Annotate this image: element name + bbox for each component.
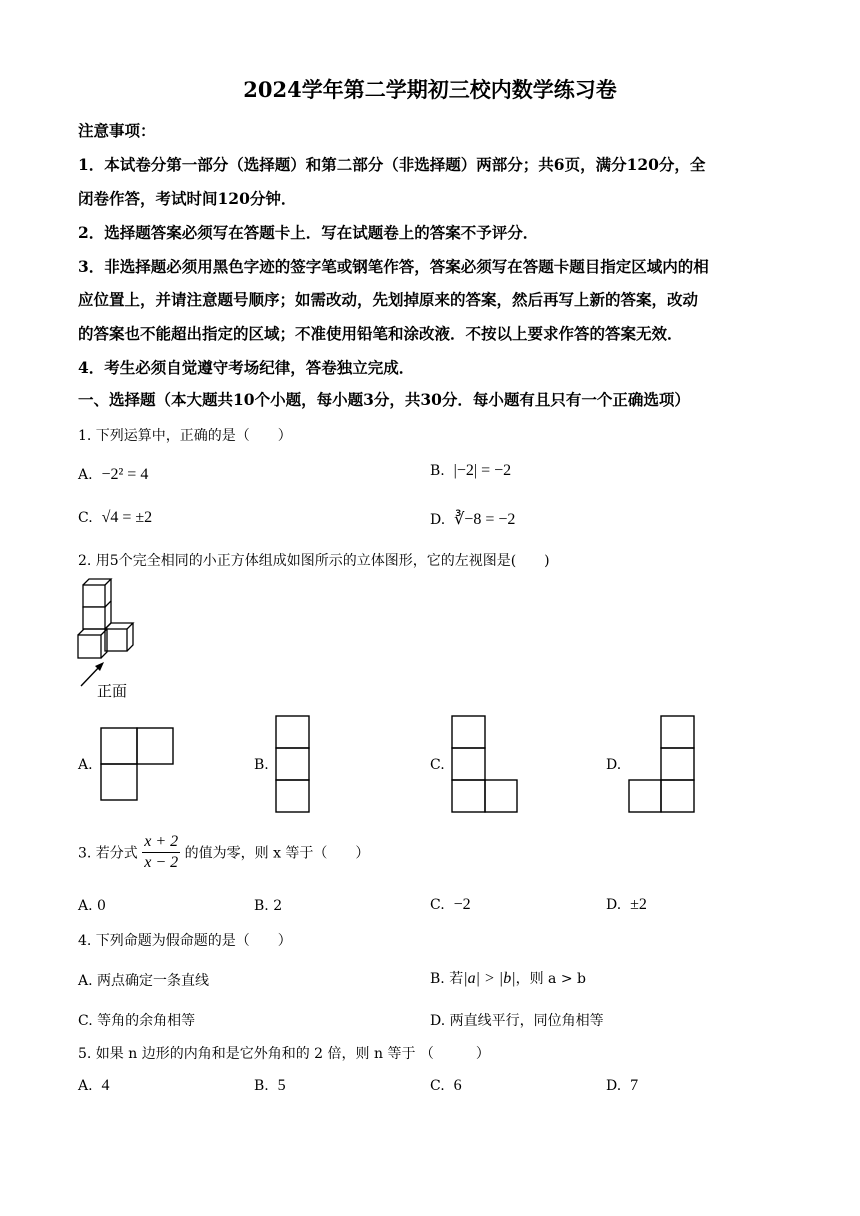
q1-option-c: C. √4 = ±2: [78, 509, 153, 526]
q2-option-b-figure: [275, 715, 311, 813]
front-label: 正面: [97, 682, 128, 700]
q1-option-d: D. ∛−8 = −2: [430, 511, 516, 528]
section-heading: 一、选择题（本大题共10个小题，每小题3分，共30分．每小题有且只有一个正确选项）: [78, 390, 690, 409]
q2-option-a-figure: [100, 727, 176, 803]
q2-option-d-label: D.: [606, 757, 622, 773]
notice-line: 应位置上，并请注意题号顺序；如需改动，先划掉原来的答案，然后再写上新的答案，改动: [78, 290, 699, 309]
q5-option-c: C. 6: [430, 1077, 462, 1094]
q4-option-d: D. 两直线平行，同位角相等: [430, 1013, 604, 1029]
q4-stem: 4. 下列命题为假命题的是（ ）: [78, 933, 292, 949]
cube-figure: [76, 577, 146, 662]
q2-option-c-figure: [451, 715, 519, 813]
notice-line: 闭卷作答，考试时间120分钟．: [78, 189, 297, 208]
notice-line: 3．非选择题必须用黑色字迹的签字笔或钢笔作答，答案必须写在答题卡题目指定区域内的相: [78, 257, 709, 276]
q3-option-d: D. ±2: [606, 896, 647, 913]
q3-option-c: C. −2: [430, 896, 471, 913]
q2-stem: 2. 用5个完全相同的小正方体组成如图所示的立体图形，它的左视图是( ): [78, 553, 550, 569]
q2-option-b-label: B.: [254, 757, 269, 773]
q5-option-d: D. 7: [606, 1077, 639, 1094]
q5-stem: 5. 如果 n 边形的内角和是它外角和的 2 倍，则 n 等于 （ ）: [78, 1046, 490, 1062]
q3-option-a: A. 0: [78, 898, 106, 914]
q3-fraction: $\frac{x + 2}{x - 2}$: [144, 833, 179, 871]
q5-option-b: B. 5: [254, 1077, 286, 1094]
q2-option-a-label: A.: [78, 757, 93, 773]
q3-option-b: B. 2: [254, 898, 283, 914]
q2-option-d-figure: [628, 715, 696, 813]
q4-option-a: A. 两点确定一条直线: [78, 973, 210, 989]
q1-option-a: A. −2² = 4: [78, 466, 149, 483]
notice-line: 1．本试卷分第一部分（选择题）和第二部分（非选择题）两部分；共6页，满分120分，全: [78, 155, 706, 174]
q3-stem: 3. 若分式 $\frac{x + 2}{x - 2}$ 的值为零，则 x 等于（ ）: [78, 833, 370, 871]
page-title: 2024学年第二学期初三校内数学练习卷: [243, 77, 617, 102]
q1-option-b: B. |−2| = −2: [430, 462, 512, 479]
notice-line: 4．考生必须自觉遵守考场纪律，答卷独立完成．: [78, 358, 415, 377]
q5-option-a: A. 4: [78, 1077, 110, 1094]
notice-line: 2．选择题答案必须写在答题卡上．写在试题卷上的答案不予评分．: [78, 223, 539, 242]
q2-option-c-label: C.: [430, 757, 445, 773]
q4-option-c: C. 等角的余角相等: [78, 1013, 196, 1029]
notice-heading: 注意事项：: [78, 121, 156, 140]
q4-option-b: B. 若|a| > |b|，则 a > b: [430, 970, 586, 987]
q1-stem: 1. 下列运算中，正确的是（ ）: [78, 428, 292, 444]
notice-line: 的答案也不能超出指定的区域；不准使用铅笔和涂改液．不按以上要求作答的答案无效．: [78, 324, 683, 343]
